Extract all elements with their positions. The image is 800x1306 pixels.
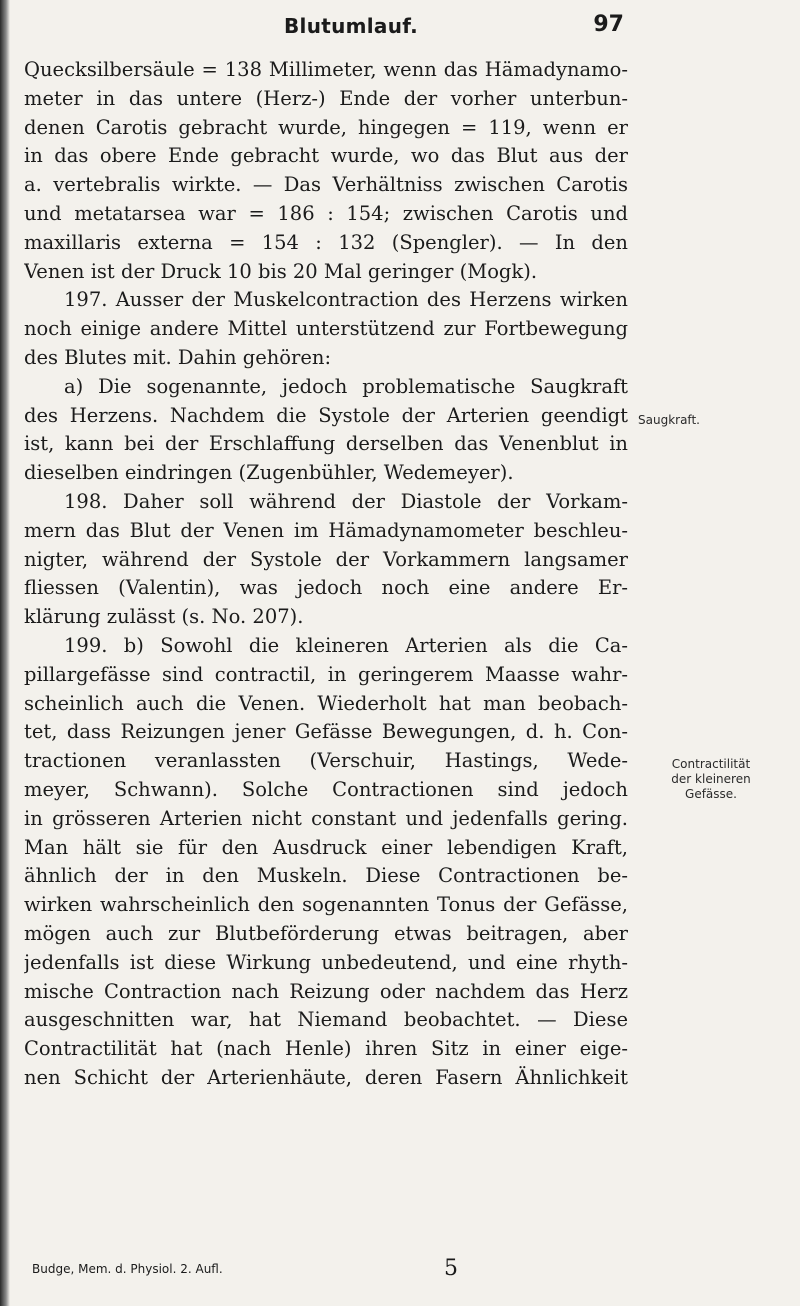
text-line: noch einige andere Mittel unterstützend zur Fortbewegung [24,317,628,341]
text-line: ausgeschnitten war, hat Niemand beobachtet. — Diese [24,1008,628,1032]
text-line: Contractilität hat (nach Henle) ihren Sitz in einer eige- [24,1037,628,1061]
text-line: klärung zulässt (s. No. 207). [24,605,304,629]
margin-note-contractility [636,757,786,802]
text-line: in grösseren Arterien nicht constant und jedenfalls gering. [24,806,628,830]
page-number: 97 [593,12,624,37]
running-head-title: Blutumlauf. [284,14,419,38]
text-line: mische Contraction nach Reizung oder nachdem das Herz [24,979,628,1003]
text-line: denen Carotis gebracht wurde, hingegen = 119, wenn er [24,115,628,139]
text-line: tet, dass Reizungen jener Gefässe Bewegungen, d. h. Con- [24,720,628,744]
margin-note-line: der kleineren [671,772,751,786]
text-line: Venen ist der Druck 10 bis 20 Mal geringer (Mogk). [24,259,538,283]
text-line: meter in das untere (Herz-) Ende der vorher unterbun- [24,86,628,110]
text-line: Quecksilbersäule = 138 Millimeter, wenn das Hämadynamo- [24,58,628,81]
section-198-start: 198. Daher soll während der Diastole der Vorkam- [64,489,628,513]
section-199-start: 199. b) Sowohl die kleineren Arterien als die Ca- [64,633,628,657]
margin-note-line: Contractilität [671,757,751,771]
text-line: Man hält sie für den Ausdruck einer lebendigen Kraft, [24,835,628,859]
text-line: des Blutes mit. Dahin gehören: [24,345,332,369]
footnote: Budge, Mem. d. Physiol. 2. Aufl. [32,1262,223,1276]
text-line: ähnlich der in den Muskeln. Diese Contractionen be- [24,864,628,888]
page-binding-edge [0,0,10,1306]
text-line: und metatarsea war = 186 : 154; zwischen Carotis und [24,201,628,225]
page-footer [24,1256,628,1286]
margin-note-line: Gefässe. [685,787,737,801]
running-head [24,8,624,48]
text-line: a) Die sogenannte, jedoch problematische Saugkraft [64,374,628,398]
text-line: a. vertebralis wirkte. — Das Verhältniss zwischen Carotis [24,173,628,197]
text-line: maxillaris externa = 154 : 132 (Spengler). — In den [24,230,628,254]
text-line: tractionen veranlassten (Verschuir, Hastings, Wede- [24,749,628,773]
signature-mark: 5 [444,1256,458,1281]
text-line: pillargefässe sind contractil, in geringerem Maasse wahr- [24,662,628,686]
text-line: mern das Blut der Venen im Hämadynamometer beschleu- [24,518,628,542]
text-line: scheinlich auch die Venen. Wiederholt hat man beobach- [24,691,628,715]
text-line: mögen auch zur Blutbeförderung etwas beitragen, aber [24,921,628,945]
text-line: meyer, Schwann). Solche Contractionen sind jedoch [24,777,628,801]
text-line: wirken wahrscheinlich den sogenannten Tonus der Gefässe, [24,893,628,917]
margin-note-saugkraft [638,413,788,428]
section-197-start: 197. Ausser der Muskelcontraction des Herzens wirken [64,288,628,312]
text-line: dieselben eindringen (Zugenbühler, Wedemeyer). [24,461,514,485]
body-text [24,56,628,1093]
margin-note-label: Saugkraft. [638,413,700,427]
text-line: jedenfalls ist diese Wirkung unbedeutend, und eine rhyth- [24,950,628,974]
text-line: fliessen (Valentin), was jedoch noch eine andere Er- [24,576,628,600]
text-line: nen Schicht der Arterienhäute, deren Fasern Ähnlichkeit [24,1065,628,1089]
text-line: ist, kann bei der Erschlaffung derselben das Venenblut in [24,432,628,456]
text-line: des Herzens. Nachdem die Systole der Arterien geendigt [24,403,628,427]
text-line: nigter, während der Systole der Vorkammern langsamer [24,547,628,571]
text-line: in das obere Ende gebracht wurde, wo das Blut aus der [24,144,628,168]
